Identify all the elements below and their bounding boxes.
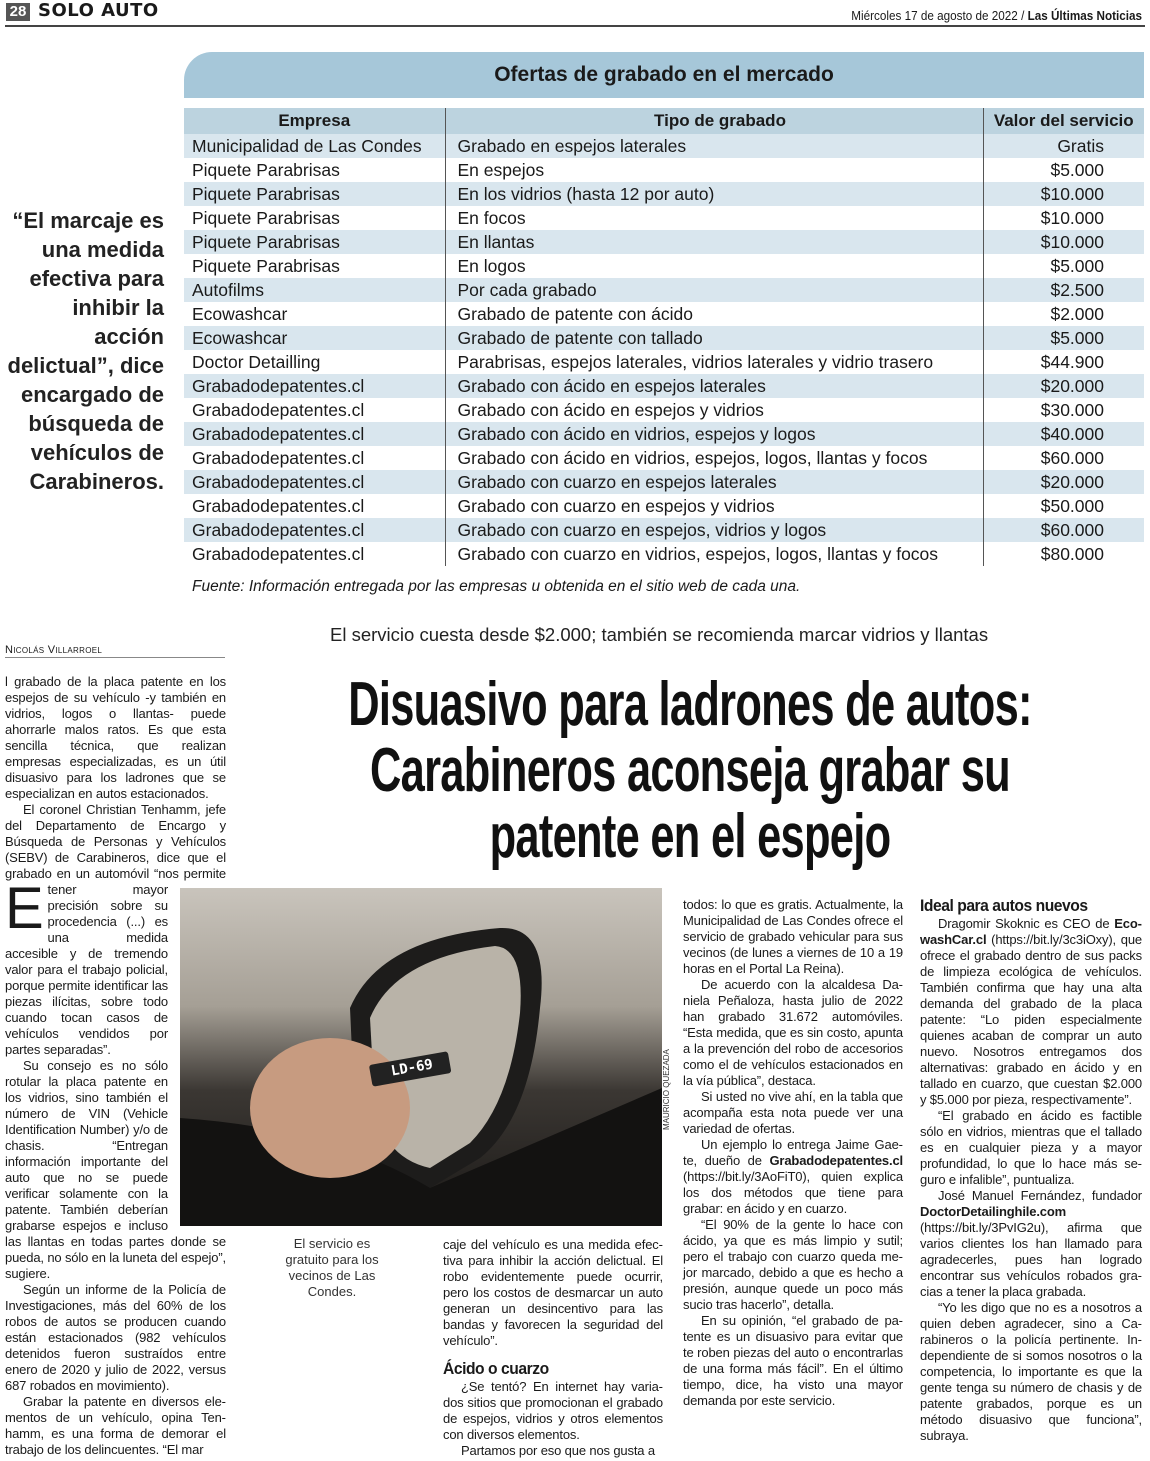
price-cell: $44.900	[983, 350, 1144, 374]
engraving-type-cell: Grabado con cuarzo en espejos, vidrios y logos	[445, 518, 983, 542]
price-cell: $5.000	[983, 158, 1144, 182]
company-cell: Municipalidad de Las Condes	[184, 134, 445, 158]
page-number: 28	[6, 3, 30, 21]
engraving-type-cell: En logos	[445, 254, 983, 278]
price-cell: $30.000	[983, 398, 1144, 422]
company-cell: Autofilms	[184, 278, 445, 302]
paragraph: “El grabado en ácido es factible sólo en vidrios, mientras que el tallado es en cualquier pieza y a mayor profundidad, lo que lo hace más seguro e infalible”, puntualiza.	[920, 1108, 1142, 1187]
company-cell: Grabadodepatentes.cl	[184, 422, 445, 446]
engraving-type-cell: Grabado con cuarzo en espejos laterales	[445, 470, 983, 494]
table-row	[184, 326, 1144, 350]
price-cell: Gratis	[983, 134, 1144, 158]
company-cell: Grabadodepatentes.cl	[184, 374, 445, 398]
table-title: Ofertas de grabado en el mercado	[184, 52, 1144, 98]
price-cell: $20.000	[983, 374, 1144, 398]
paragraph: E l grabado de la placa patente en los espejos de su vehículo -y también en vidrios, logos o llantas- puede ahorrarle malos ratos. Es que esta sencilla técnica, que realizan empresas especializadas, es un útil disuasivo para los ladrones que se especializan en autos estacionados.	[5, 674, 226, 941]
price-cell: $10.000	[983, 230, 1144, 254]
price-cell: $5.000	[983, 326, 1144, 350]
engraving-type-cell: En espejos	[445, 158, 983, 182]
byline: Nicolás Villarroel	[5, 644, 225, 658]
engraving-type-cell: En llantas	[445, 230, 983, 254]
publication-name: Las Últimas Noticias	[1027, 8, 1142, 23]
paragraph: Según un informe de la Policía de Investigaciones, más del 60% de los robos de autos se producen cuando están estacionados (982 vehículos detenidos fueron sustraídos entre enero de 2020 y julio de 2022, versus 687 robados en movimiento).	[5, 1282, 226, 1393]
column-header: Valor del servicio	[983, 108, 1144, 134]
price-cell: $5.000	[983, 254, 1144, 278]
pull-quote: “El marcaje es una medida efectiva para inhibir la acción delictual”, dice encargado de búsqueda de vehículos de Carabineros.	[7, 208, 164, 494]
engraving-type-cell: Grabado con ácido en espejos y vidrios	[445, 398, 983, 422]
price-cell: $80.000	[983, 542, 1144, 566]
engraving-type-cell: Grabado de patente con ácido	[445, 302, 983, 326]
price-cell: $60.000	[983, 518, 1144, 542]
price-cell: $60.000	[983, 446, 1144, 470]
paragraph: José Manuel Fernández, fundador DoctorDetailinghile.com (https://bit.ly/3PvIG2u), afirma que varios clientes los han llamado para agradecerles, pues han logrado encontrar sus vehículos robados gracias a tener la placa grabada.	[920, 1188, 1142, 1299]
company-cell: Grabadodepatentes.cl	[184, 446, 445, 470]
table-row	[184, 350, 1144, 374]
company-cell: Piquete Parabrisas	[184, 158, 445, 182]
engraving-type-cell: Grabado en espejos laterales	[445, 134, 983, 158]
company-cell: Ecowashcar	[184, 302, 445, 326]
paragraph: Partamos por eso que nos gusta a	[461, 1443, 655, 1458]
date: Miércoles 17 de agosto de 2022	[851, 8, 1018, 23]
photo-credit: MAURICIO QUEZADA	[662, 1049, 671, 1130]
column-header: Empresa	[184, 108, 445, 134]
link-grabadodepatentes: Grabadodepatentes.cl	[769, 1153, 903, 1168]
table-row	[184, 206, 1144, 230]
engraving-type-cell: Por cada grabado	[445, 278, 983, 302]
table-row	[184, 518, 1144, 542]
engraving-type-cell: En focos	[445, 206, 983, 230]
photo-mirror-engraving	[180, 888, 662, 1226]
link-ecowashcar: EcowashCar.cl	[920, 916, 1142, 947]
subheading: Ideal para autos nuevos	[920, 896, 1088, 915]
table-header-row	[184, 108, 1144, 134]
paragraph: ¿Se tentó? En internet hay variados sitios que promocionan el grabado de espejos, vidrios y otros elementos con diversos elementos.	[443, 1379, 663, 1442]
table-row	[184, 422, 1144, 446]
company-cell: Grabadodepatentes.cl	[184, 470, 445, 494]
section-title: SOLO AUTO	[38, 0, 159, 21]
table-source: Fuente: Información entregada por las empresas u obtenida en el sitio web de cada una.	[192, 578, 801, 595]
table-row	[184, 158, 1144, 182]
article-column-4	[920, 896, 1142, 1444]
paragraph: Grabar la patente en diversos elementos de un vehículo, opina Tenhamm, es una forma de demorar el trabajo de los delincuentes. “El mar	[5, 1394, 226, 1457]
paragraph: caje del vehículo es una medida efectiva para inhibir la acción delictual. El robo evidentemente puede ocurrir, pero los costos de desmarcar un auto generan un desincentivo para las bandas y favorecen la seguridad del vehículo”.	[443, 1237, 663, 1348]
engraving-type-cell: Grabado con ácido en vidrios, espejos y logos	[445, 422, 983, 446]
engraving-type-cell: En los vidrios (hasta 12 por auto)	[445, 182, 983, 206]
table-row	[184, 302, 1144, 326]
table-row	[184, 398, 1144, 422]
dateline: Miércoles 17 de agosto de 2022 / Las Últimas Noticias	[851, 8, 1142, 23]
engraving-type-cell: Parabrisas, espejos laterales, vidrios laterales y vidrio trasero	[445, 350, 983, 374]
price-cell: $2.500	[983, 278, 1144, 302]
paragraph: Dragomir Skoknic es CEO de EcowashCar.cl (https://bit.ly/3c3iOxy), que ofrece el grabado dentro de sus packs de limpieza ecológica de vehículos. También confirma que hay una alta demanda del grabado de la placa patente: “Lo piden especialmente quienes acaban de comprar un auto nuevo. Nosotros entregamos dos alternativas: grabado en ácido y en tallado en cuarzo, que cuestan $2.000 y $5.000 por pieza, respectivamente”.	[920, 916, 1142, 1107]
photo-caption: El servicio es gratuito para los vecinos de Las Condes.	[285, 1236, 379, 1299]
engraved-plate-text: LD-69	[389, 1056, 435, 1080]
deck: El servicio cuesta desde $2.000; también se recomienda marcar vidrios y llantas	[330, 624, 989, 645]
paragraph: todos: lo que es gratis. Actualmente, la Municipalidad de Las Condes ofrece el servicio de grabado vehicular para sus vecinos (de lunes a viernes de 10 a 19 horas en el Portal La Reina).	[683, 897, 903, 976]
company-cell: Piquete Parabrisas	[184, 254, 445, 278]
company-cell: Grabadodepatentes.cl	[184, 518, 445, 542]
table-row	[184, 254, 1144, 278]
price-cell: $40.000	[983, 422, 1144, 446]
paragraph: Su consejo es no sólo rotular la placa patente en los vidrios, sino también el número de VIN (Vehicle Identification Number) y/o de chasis. “Entregan información importante del auto que no se puede verificar solamente con la patente. También deberían grabarse espejos e incluso las llantas en todas partes donde se pueda, no sólo en la luneta del espejo”, sugiere.	[5, 1058, 226, 1281]
company-cell: Piquete Parabrisas	[184, 206, 445, 230]
engraving-type-cell: Grabado de patente con tallado	[445, 326, 983, 350]
price-cell: $2.000	[983, 302, 1144, 326]
paragraph: El coronel Christian Tenhamm, jefe del Departamento de Encargo y Búsqueda de Personas y Vehículos (SEBV) de Carabineros, dice que el grabado en un automóvil “nos permite tener mayor precisión sobre su procedencia (...) es una medida accesible y de tremendo valor para el trabajo policial, porque permite identificar las piezas ilícitas, sobre todo cuando tocan casos de vehículos vendidos por partes separadas”.	[5, 802, 226, 1057]
company-cell: Grabadodepatentes.cl	[184, 494, 445, 518]
paragraph: De acuerdo con la alcaldesa Daniela Peñaloza, hasta julio de 2022 han grabado 31.672 automóviles. “Esta medida, que es sin costo, apunta a la prevención del robo de accesorios como el de vehículos estacionados en la vía pública”, destaca.	[683, 977, 903, 1088]
paragraph: “Yo les digo que no es a nosotros a quien deben agradecer, sino a Carabineros o la policía pertinente. Independiente de si somos nosotros o la competencia, lo importante es que la gente tenga su número de chasis y de patente grabados, porque es un método disuasivo que funciona”, subraya.	[920, 1300, 1142, 1443]
price-cell: $10.000	[983, 182, 1144, 206]
link-doctordetailing: DoctorDetailinghile.com	[920, 1204, 1067, 1219]
company-cell: Piquete Parabrisas	[184, 230, 445, 254]
paragraph: En su opinión, “el grabado de patente es un disuasivo para evitar que te roben piezas del auto o encontrarlas de una forma más fácil”. En el último tiempo, dice, ha visto una mayor demanda por este servicio.	[683, 1313, 903, 1408]
table-row	[184, 494, 1144, 518]
paragraph: Si usted no vive ahí, en la tabla que acompaña esta nota puede ver una variedad de ofertas.	[683, 1089, 903, 1136]
table-row	[184, 470, 1144, 494]
company-cell: Doctor Detailling	[184, 350, 445, 374]
company-cell: Grabadodepatentes.cl	[184, 398, 445, 422]
table-row	[184, 182, 1144, 206]
header-rule	[5, 25, 1145, 27]
engraving-type-cell: Grabado con cuarzo en vidrios, espejos, logos, llantas y focos	[445, 542, 983, 566]
table-row	[184, 542, 1144, 566]
price-cell: $10.000	[983, 206, 1144, 230]
article-column-3	[683, 897, 903, 1409]
price-cell: $20.000	[983, 470, 1144, 494]
table-row	[184, 230, 1144, 254]
table-row	[184, 278, 1144, 302]
subheading: Ácido o cuarzo	[443, 1359, 549, 1378]
company-cell: Ecowashcar	[184, 326, 445, 350]
engraving-type-cell: Grabado con cuarzo en espejos y vidrios	[445, 494, 983, 518]
table-row	[184, 374, 1144, 398]
drop-cap: E	[5, 876, 44, 941]
headline: Disuasivo para ladrones de autos: Carabineros aconseja grabar su patente en el espejo	[348, 670, 1032, 871]
engraving-type-cell: Grabado con ácido en espejos laterales	[445, 374, 983, 398]
offers-table	[184, 108, 1144, 566]
article-column-2	[443, 1237, 663, 1459]
engraving-type-cell: Grabado con ácido en vidrios, espejos, logos, llantas y focos	[445, 446, 983, 470]
paragraph: “El 90% de la gente lo hace con ácido, ya que es más limpio y sutil; pero el trabajo con cuarzo queda mejor marcado, debido a que es hecho a presión, aunque quede un poco más sucio tras hacerlo”, detalla.	[683, 1217, 903, 1312]
paragraph: Un ejemplo lo entrega Jaime Gaete, dueño de Grabadodepatentes.cl (https://bit.ly/3AoFiT0), quien explica los dos métodos que tiene para grabar: en ácido y en cuarzo.	[683, 1137, 903, 1216]
table-row	[184, 134, 1144, 158]
price-cell: $50.000	[983, 494, 1144, 518]
company-cell: Grabadodepatentes.cl	[184, 542, 445, 566]
table-row	[184, 446, 1144, 470]
column-header: Tipo de grabado	[445, 108, 983, 134]
company-cell: Piquete Parabrisas	[184, 182, 445, 206]
